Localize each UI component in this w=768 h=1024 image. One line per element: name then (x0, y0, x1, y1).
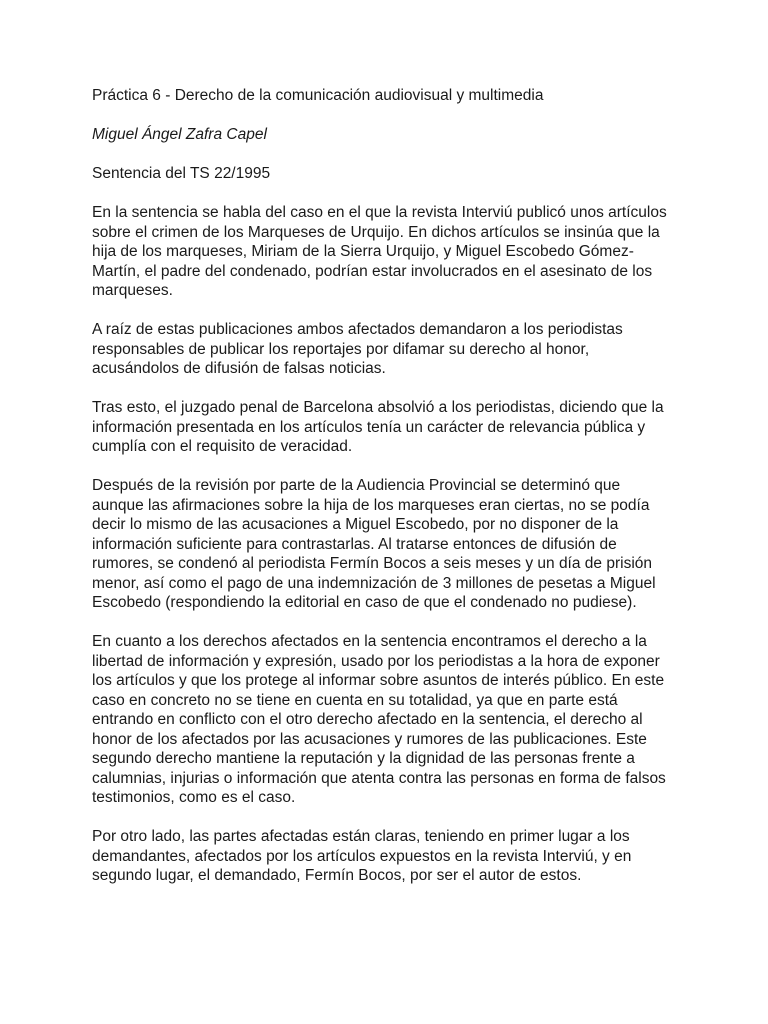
document-subtitle: Sentencia del TS 22/1995 (92, 165, 271, 182)
paragraph: Por otro lado, las partes afectadas están claras, teniendo en primer lugar a los demandantes, afectados por los artículos expuestos en la revista Interviú, y en segundo lugar, el demandado, Fermín Bocos, por ser el autor de estos. (92, 828, 632, 884)
paragraph: En la sentencia se habla del caso en el que la revista Interviú publicó unos artículos sobre el crimen de los Marqueses de Urquijo. En dichos artículos se insinúa que la hija de los marqueses, Miriam de la Sierra Urquijo, y Miguel Escobedo Gómez-Martín, el padre del condenado, podrían estar involucrados en el asesinato de los marqueses. (92, 204, 667, 299)
document-title: Práctica 6 - Derecho de la comunicación audiovisual y multimedia (92, 87, 544, 104)
paragraph: A raíz de estas publicaciones ambos afectados demandaron a los periodistas responsables de publicar los reportajes por difamar su derecho al honor, acusándolos de difusión de falsas noticias. (92, 321, 623, 377)
paragraph: Después de la revisión por parte de la Audiencia Provincial se determinó que aunque las afirmaciones sobre la hija de los marqueses eran ciertas, no se podía decir lo mismo de las acusaciones a Miguel Escobedo, por no disponer de la información suficiente para contrastarlas. Al tratarse entonces de difusión de rumores, se condenó al periodista Fermín Bocos a seis meses y un día de prisión menor, así como el pago de una indemnización de 3 millones de pesetas a Miguel Escobedo (respondiendo la editorial en caso de que el condenado no pudiese). (92, 477, 656, 611)
paragraph: Tras esto, el juzgado penal de Barcelona absolvió a los periodistas, diciendo que la información presentada en los artículos tenía un carácter de relevancia pública y cumplía con el requisito de veracidad. (92, 399, 664, 455)
document-author: Miguel Ángel Zafra Capel (92, 126, 267, 143)
paragraph: En cuanto a los derechos afectados en la sentencia encontramos el derecho a la libertad de información y expresión, usado por los periodistas a la hora de exponer los artículos y que los protege al informar sobre asuntos de interés público. En este caso en concreto no se tiene en cuenta en su totalidad, ya que en parte está entrando en conflicto con el otro derecho afectado en la sentencia, el derecho al honor de los afectados por las acusaciones y rumores de las publicaciones. Este segundo derecho mantiene la reputación y la dignidad de las personas frente a calumnias, injurias o información que atenta contra las personas en forma de falsos testimonios, como es el caso. (92, 633, 666, 806)
document-body (92, 86, 672, 905)
